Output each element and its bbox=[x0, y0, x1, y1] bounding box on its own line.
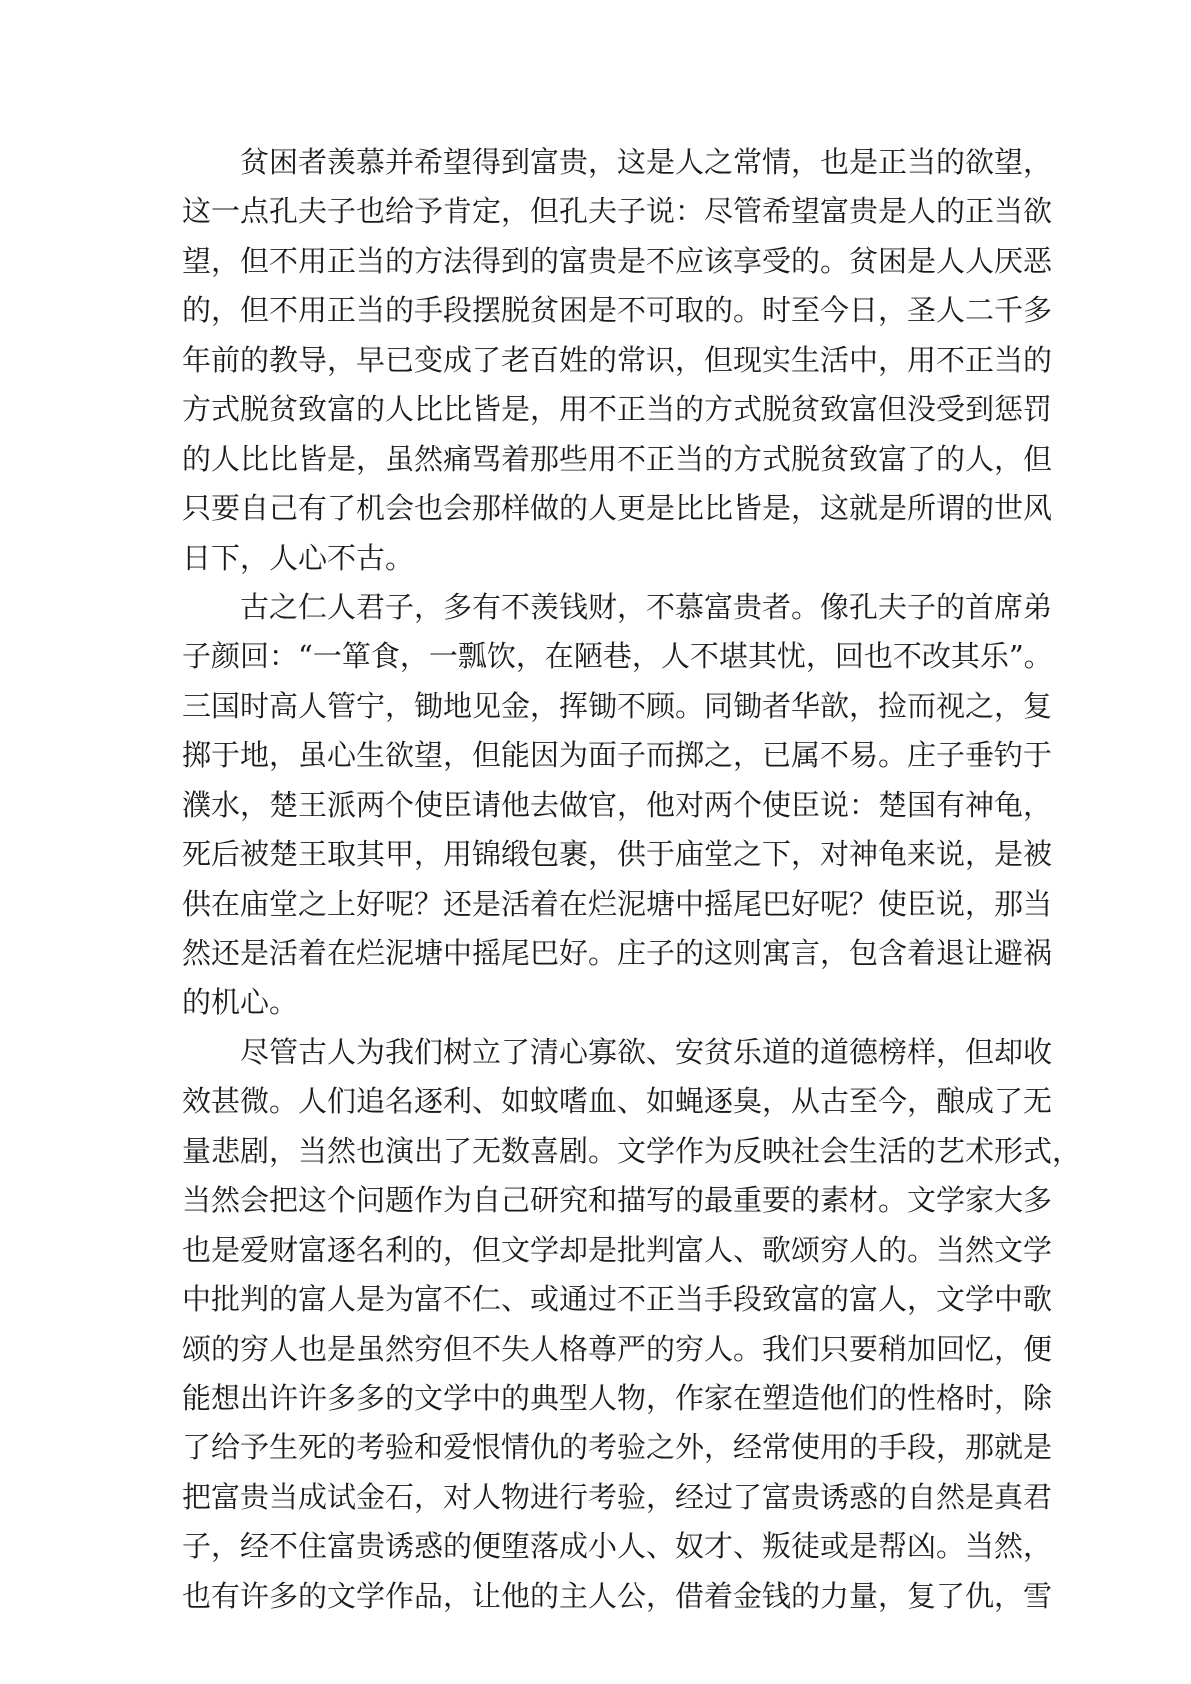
text-line: 死后被楚王取其甲，用锦缎包裹，供于庙堂之下，对神龟来说，是被 bbox=[182, 837, 1053, 872]
text-line: 年前的教导，早已变成了老百姓的常识，但现实生活中，用不正当的 bbox=[182, 342, 1053, 377]
text-line: 三国时高人管宁，锄地见金，挥锄不顾。同锄者华歆，捡而视之，复 bbox=[182, 688, 1053, 723]
text-line: 濮水，楚王派两个使臣请他去做官，他对两个使臣说：楚国有神龟， bbox=[182, 787, 1053, 822]
text-line: 子颜回：“一箪食，一瓢饮，在陋巷，人不堪其忧，回也不改其乐”。 bbox=[182, 639, 1053, 674]
text-line: 了给予生死的考验和爱恨情仇的考验之外，经常使用的手段，那就是 bbox=[182, 1430, 1053, 1465]
text-line: 能想出许许多多的文学中的典型人物，作家在塑造他们的性格时，除 bbox=[182, 1380, 1053, 1415]
text-line: 方式脱贫致富的人比比皆是，用不正当的方式脱贫致富但没受到惩罚 bbox=[182, 392, 1053, 427]
text-line: 供在庙堂之上好呢？还是活着在烂泥塘中摇尾巴好呢？使臣说，那当 bbox=[182, 886, 1053, 921]
text-line: 效甚微。人们追名逐利、如蚊嗜血、如蝇逐臭，从古至今，酿成了无 bbox=[182, 1084, 1053, 1119]
text-line: 望，但不用正当的方法得到的富贵是不应该享受的。贫困是人人厌恶 bbox=[182, 243, 1053, 278]
paragraph-first-line: 贫困者羡慕并希望得到富贵，这是人之常情，也是正当的欲望， bbox=[240, 145, 1053, 179]
text-line: 量悲剧，当然也演出了无数喜剧。文学作为反映社会生活的艺术形式， bbox=[182, 1133, 1082, 1168]
text-line: 中批判的富人是为富不仁、或通过不正当手段致富的富人，文学中歌 bbox=[182, 1282, 1053, 1317]
paragraph-first-line: 古之仁人君子，多有不羡钱财，不慕富贵者。像孔夫子的首席弟 bbox=[240, 589, 1053, 624]
text-line: 的，但不用正当的手段摆脱贫困是不可取的。时至今日，圣人二千多 bbox=[182, 293, 1053, 328]
text-line: 把富贵当成试金石，对人物进行考验，经过了富贵诱惑的自然是真君 bbox=[182, 1479, 1053, 1514]
text-line: 的人比比皆是，虽然痛骂着那些用不正当的方式脱贫致富了的人，但 bbox=[182, 441, 1053, 476]
text-line: 然还是活着在烂泥塘中摇尾巴好。庄子的这则寓言，包含着退让避祸 bbox=[182, 936, 1053, 970]
text-line: 也有许多的文学作品，让他的主人公，借着金钱的力量，复了仇，雪 bbox=[182, 1578, 1053, 1613]
text-line: 子，经不住富贵诱惑的便堕落成小人、奴才、叛徒或是帮凶。当然， bbox=[182, 1529, 1053, 1564]
text-line: 这一点孔夫子也给予肯定，但孔夫子说：尽管希望富贵是人的正当欲 bbox=[182, 194, 1053, 229]
text-line: 掷于地，虽心生欲望，但能因为面子而掷之，已属不易。庄子垂钓于 bbox=[182, 738, 1053, 773]
text-line: 颂的穷人也是虽然穷但不失人格尊严的穷人。我们只要稍加回忆，便 bbox=[182, 1331, 1053, 1366]
text-line: 也是爱财富逐名利的，但文学却是批判富人、歌颂穷人的。当然文学 bbox=[182, 1232, 1053, 1267]
document-body bbox=[182, 138, 1082, 1621]
text-line: 日下，人心不古。 bbox=[182, 540, 415, 575]
text-line: 当然会把这个问题作为自己研究和描写的最重要的素材。文学家大多 bbox=[182, 1183, 1053, 1218]
paragraph-first-line: 尽管古人为我们树立了清心寡欲、安贫乐道的道德榜样，但却收 bbox=[240, 1034, 1053, 1069]
text-line: 只要自己有了机会也会那样做的人更是比比皆是，这就是所谓的世风 bbox=[182, 491, 1053, 526]
text-line: 的机心。 bbox=[182, 985, 299, 1020]
